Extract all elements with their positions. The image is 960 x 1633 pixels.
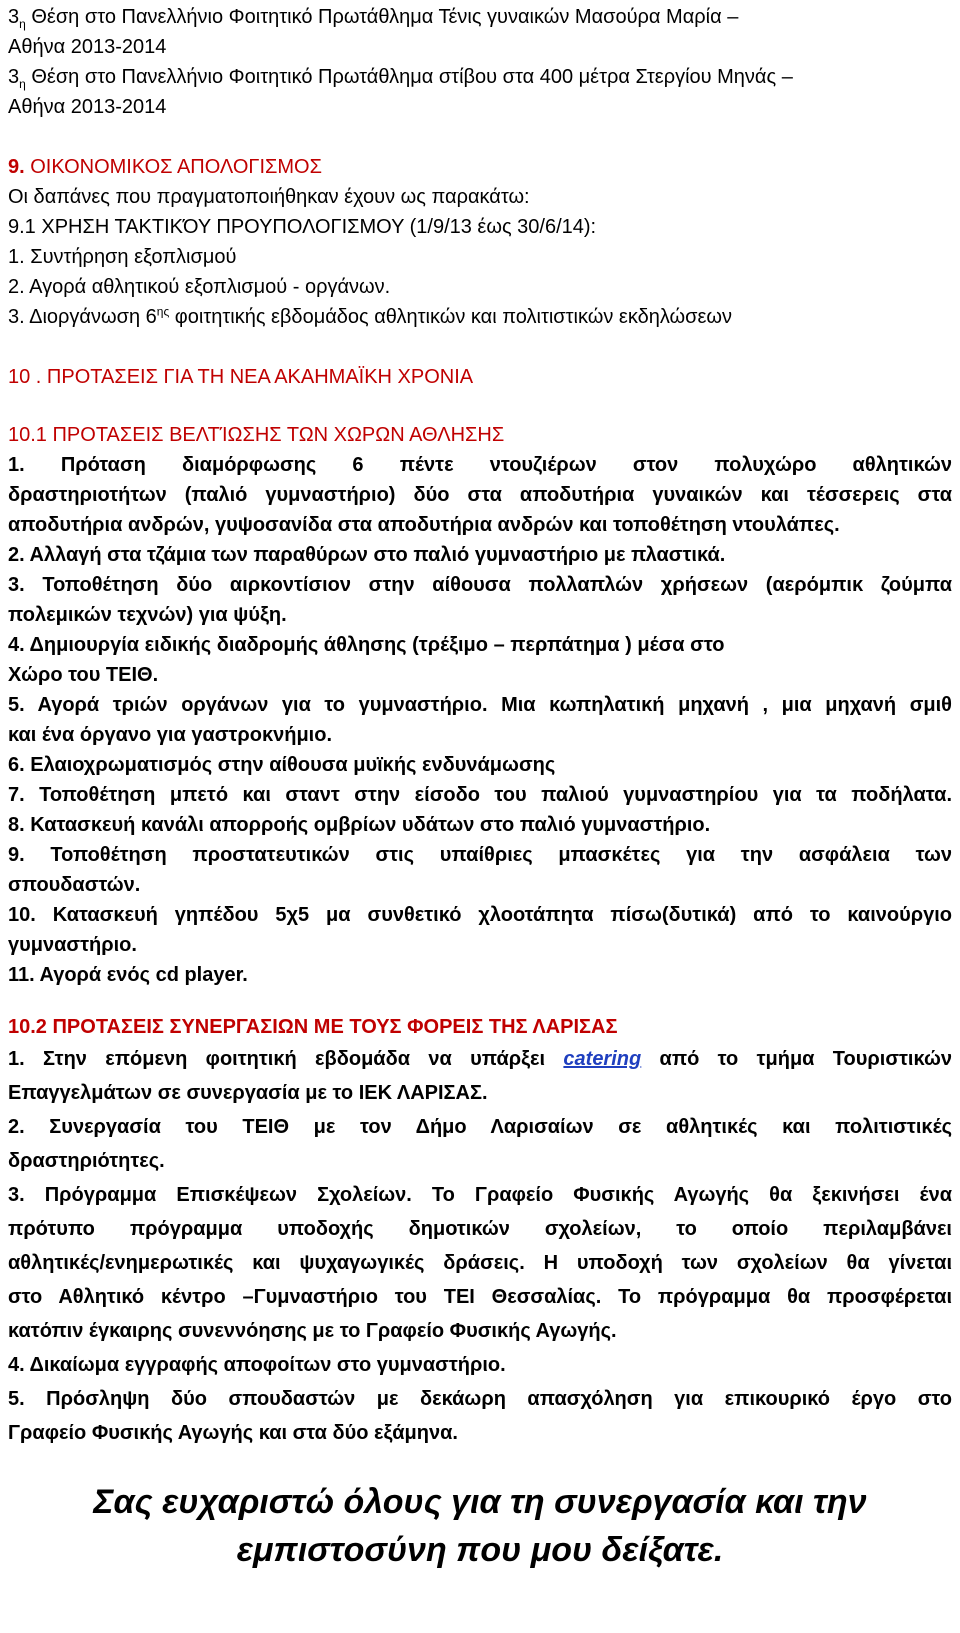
list-line: 5. Πρόσληψη δύο σπουδαστών με δεκάωρη απασχόληση για επικουρικό έργο στο xyxy=(8,1388,952,1410)
closing-line-2: εμπιστοσύνη που μου δείξατε. xyxy=(236,1531,724,1569)
section-10-heading: 10 . ΠΡΟΤΑΣΕΙΣ ΓΙΑ ΤΗ ΝΕΑ ΑΚΑΗΜΑΪΚΗ ΧΡΟΝΙΑ xyxy=(8,366,474,388)
list-line: αθλητικές/ενημερωτικές και ψυχαγωγικές δράσεις. Η υποδοχή των σχολείων θα γίνεται xyxy=(8,1252,952,1274)
list-line: δραστηριότητες. xyxy=(8,1150,165,1172)
achievements-block xyxy=(8,2,952,122)
section-9-item-2: 2. Αγορά αθλητικού εξοπλισμού - οργάνων. xyxy=(8,276,391,298)
list-line: και ένα όργανο για γαστροκνήμιο. xyxy=(8,724,333,746)
section-10-2-item-1: 1. Στην επόμενη φοιτητική εβδομάδα να υπάρξει catering από το τμήμα Τουριστικών xyxy=(8,1048,952,1070)
list-line: πρότυπο πρόγραμμα υποδοχής δημοτικών σχολείων, το οποίο περιλαμβάνει xyxy=(8,1218,952,1240)
achievement-line-3: $3_\eta$ Θέση στο Πανελλήνιο Φοιτητικό Πρωτάθλημα στίβου στα 400 μέτρα Στεργίου Μηνάς – xyxy=(8,66,793,91)
section-10 xyxy=(8,362,952,392)
list-line: κατόπιν έγκαιρης συνεννόησης με το Γραφείο Φυσικής Αγωγής. xyxy=(8,1320,617,1342)
list-line: σπουδαστών. xyxy=(8,874,141,896)
achievement-line-4: Αθήνα 2013-2014 xyxy=(8,96,167,118)
section-10-2-heading: 10.2 ΠΡΟΤΑΣΕΙΣ ΣΥΝΕΡΓΑΣΙΩΝ ΜΕ ΤΟΥΣ ΦΟΡΕΙΣ ΤΗΣ ΛΑΡΙΣΑΣ xyxy=(8,1016,618,1038)
achievement-line-1: $3_\eta$ Θέση στο Πανελλήνιο Φοιτητικό Πρωτάθλημα Τένις γυναικών Μασούρα Μαρία – xyxy=(8,6,739,31)
section-9-item-3: 3. Διοργάνωση $6^{\eta\varsigma}$ φοιτητικής εβδομάδος αθλητικών και πολιτιστικών εκδηλώσεων xyxy=(8,304,733,328)
list-line: γυμναστήριο. xyxy=(8,934,137,956)
list-line: 5. Αγορά τριών οργάνων για το γυμναστήριο. Μια κωπηλατική μηχανή , μια μηχανή σμιθ xyxy=(8,694,952,716)
list-line: 2. Συνεργασία του ΤΕΙΘ με τον Δήμο Λαρισαίων σε αθλητικές και πολιτιστικές xyxy=(8,1116,952,1138)
section-9-heading: 9. ΟΙΚΟΝΟΜΙΚΟΣ ΑΠΟΛΟΓΙΣΜΟΣ xyxy=(8,156,322,178)
list-line: 2. Αλλαγή στα τζάμια των παραθύρων στο παλιό γυμναστήριο με πλαστικά. xyxy=(8,544,726,566)
section-10-1-list xyxy=(8,450,952,990)
closing-line-1: Σας ευχαριστώ όλους για τη συνεργασία και την xyxy=(93,1483,867,1521)
list-line: 11. Αγορά ενός cd player. xyxy=(8,964,248,986)
section-9-intro: Οι δαπάνες που πραγματοποιήθηκαν έχουν ως παρακάτω: xyxy=(8,186,530,208)
list-line: 7. Τοποθέτηση μπετό και σταντ στην είσοδο του παλιού γυμναστηρίου για τα ποδήλατα. xyxy=(8,784,952,806)
list-line: στο Αθλητικό κέντρο –Γυμναστήριο του ΤΕΙ Θεσσαλίας. Το πρόγραμμα θα προσφέρεται xyxy=(8,1286,952,1308)
section-9-item-1: 1. Συντήρηση εξοπλισμού xyxy=(8,246,237,268)
section-10-1-heading: 10.1 ΠΡΟΤΑΣΕΙΣ ΒΕΛΤΊΩΣΗΣ ΤΩΝ ΧΩΡΩΝ ΑΘΛΗΣΗΣ xyxy=(8,424,505,446)
list-line: 8. Κατασκευή κανάλι απορροής ομβρίων υδάτων στο παλιό γυμναστήριο. xyxy=(8,814,711,836)
list-line: 6. Ελαιοχρωματισμός στην αίθουσα μυϊκής ενδυνάμωσης xyxy=(8,754,556,776)
list-line: Γραφείο Φυσικής Αγωγής και στα δύο εξάμηνα. xyxy=(8,1422,458,1444)
list-line: 10. Κατασκευή γηπέδου 5χ5 μα συνθετικό χλοοτάπητα πίσω(δυτικά) από το καινούργιο xyxy=(8,904,952,926)
section-10-2 xyxy=(8,1012,952,1450)
closing-message xyxy=(0,1478,960,1574)
achievement-line-2: Αθήνα 2013-2014 xyxy=(8,36,167,58)
list-line: 4. Δημιουργία ειδικής διαδρομής άθλησης (τρέξιμο – περπάτημα ) μέσα στο xyxy=(8,634,725,656)
section-9-1-heading: 9.1 ΧΡΗΣΗ ΤΑΚΤΙΚΌΥ ΠΡΟΥΠΟΛΟΓΙΣΜΟΥ (1/9/13 έως 30/6/14): xyxy=(8,216,597,238)
list-line: 3. Τοποθέτηση δύο αιρκοντίσιον στην αίθουσα πολλαπλών χρήσεων (αερόμπικ ζούμπα xyxy=(8,574,952,596)
section-10-2-list xyxy=(8,1076,952,1450)
list-line: αποδυτήρια ανδρών, γυψοσανίδα στα αποδυτήρια ανδρών και τοποθέτηση ντουλάπες. xyxy=(8,514,840,536)
catering-link[interactable]: catering xyxy=(563,1048,642,1070)
list-line: Επαγγελμάτων σε συνεργασία με το ΙΕΚ ΛΑΡΙΣΑΣ. xyxy=(8,1082,488,1104)
list-line: 9. Τοποθέτηση προστατευτικών στις υπαίθριες μπασκέτες για την ασφάλεια των xyxy=(8,844,952,866)
list-line: 4. Δικαίωμα εγγραφής αποφοίτων στο γυμναστήριο. xyxy=(8,1354,506,1376)
list-line: δραστηριοτήτων (παλιό γυμναστήριο) δύο στα αποδυτήρια γυναικών και τέσσερεις στα xyxy=(8,484,952,506)
section-9 xyxy=(8,152,952,332)
section-10-1 xyxy=(8,420,952,990)
list-line: Χώρο του ΤΕΙΘ. xyxy=(8,664,159,686)
list-line: πολεμικών τεχνών) για ψύξη. xyxy=(8,604,287,626)
list-line: 1. Πρόταση διαμόρφωσης 6 πέντε ντουζιέρων στον πολυχώρο αθλητικών xyxy=(8,454,952,476)
list-line: 3. Πρόγραμμα Επισκέψεων Σχολείων. Το Γραφείο Φυσικής Αγωγής θα ξεκινήσει ένα xyxy=(8,1184,952,1206)
